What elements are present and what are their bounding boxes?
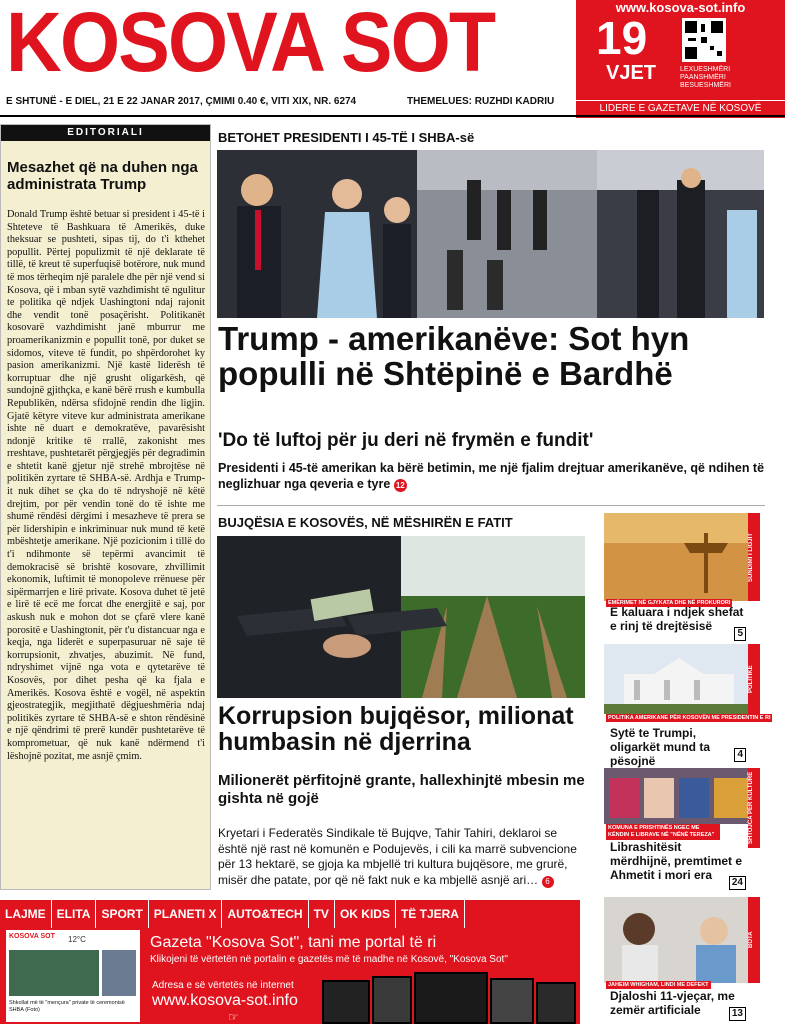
preview-photo	[9, 950, 99, 996]
badge-years: VJET	[606, 62, 657, 84]
teaser-card[interactable]	[604, 644, 771, 768]
lead-page-ref[interactable]: 12	[394, 479, 407, 492]
promo-url[interactable]: www.kosova-sot.info	[152, 992, 298, 1009]
phone-mockup	[536, 982, 576, 1024]
badge-leader: LIDERE E GAZETAVE NË KOSOVË	[576, 100, 785, 115]
newspaper-logo[interactable]: KOSOVA SOT	[6, 0, 495, 89]
portal-preview[interactable]	[6, 930, 140, 1022]
teaser-title[interactable]: E kaluara i ndjek shefat e rinj të drejtësisë	[610, 605, 744, 633]
lead-kicker: BETOHET PRESIDENTI I 45-TË I SHBA-së	[218, 130, 475, 145]
mini-logo: KOSOVA SOT	[9, 933, 55, 940]
nav-item-planeti-x[interactable]: PLANETI X	[149, 900, 223, 928]
editorial-title[interactable]: Mesazhet që na duhen nga administrata Trump	[7, 159, 198, 193]
founder-line: THEMELUES: RUZHDI KADRIU	[407, 96, 555, 107]
badge-number: 19	[596, 12, 648, 64]
preview-photo	[102, 950, 136, 996]
teaser-tag: KOMUNA E PRISHTINËS NGEC ME KËNDIN E LIBRAVE NË "NËNË TEREZA"	[606, 824, 720, 840]
dateline: E SHTUNË - E DIEL, 21 E 22 JANAR 2017, ÇMIMI 0.40 €, VITI XIX, NR. 6274	[6, 96, 357, 107]
second-dek: Milionerët përfitojnë grante, hallexhinjtë mbesin me gishta në gojë	[218, 772, 585, 807]
qr-code-icon[interactable]	[682, 18, 726, 62]
editorial-body: Donald Trump është betuar si president i 45-të i Shteteve të Bashkuara të Amerikës, duke theksuar se pushteti, sipas tij, do t'i kthehet popullit. Përtej populizmit të një deklarate të tillë, të kreut të superfuqisë botërore, nuk mund të mos tërheqim një paralele dhe për një vend si Kosova, që i mban sytë vazhdimisht të ngulitur te politika që ndjek Uashingtoni ndaj rajonit dhe vendit tonë posaçërisht. Politikanët kosovarë vazhdimisht janë mburrur me proamerikanizmin e popullit tonë, por duket se sidomos, viteve të fundit, po shpërdorohet ky pasion amerikanizmi. Një kastë liderësh të korruptuar dhe një grusht oligarkësh, që sundojnë gjithçka, e kanë bërë rrush e kumbulla Republikën, ndërsa sfidojnë rendin dhe ligjin. Gjatë këtyre viteve kur administrata amerikane ishte në duart e demokratëve, pavarësisht ndonjë kritike të rrallë, zakonisht mes rreshtave, pushtetarët përgjegjës për degradimin e shtetit kanë gjetur një strehë mbrojtëse në politikën zyrtare të SHBA-së. Ardhja e Trump-it nuk dihet se çka do të ndryshojë në këtë drejtim, por për vendin tonë do të ishte me shumë rëndësi dërgimi i mesazheve të prera se për lidershipin e inkriminuar nuk mund të ketë mbështetje amerikane. Një pozicionim i tillë do t'i ndihmonte së tepërmi avancimit të demokracisë së brishtë kosovare, zhvillimit ekonomik, luftimit të monopoleve rrënuese për sipërmarrjen e lirë private. Kosova duhet të jetë e lirë të ecë me forcat dhe energjitë e saj, por askush nuk e mohon dot se çfarë vlere kanë porositë e Uashingtonit, për t'u distancuar nga e keqja, nga liderët e superpasuruar në saje të korrupsionit, zhvatjes, abuzimit. Në fund, ndryshimet vijnë nga vota e qytetarëve të Kosovës, por dihet pesha që ka fjala e Amerikës. Kosova është e vogël, në aspektin gjeostrategjik, megjithatë dëgjueshmëria ndaj politikës zyrtare të SHBA-së e shton rëndësinë e një qëndrimi të prerë kundër pushtetarëve të komprometuar, që nuk kanë ndërmend t'i lëshojnë pozitat, me asnjë çmim.	[7, 209, 205, 762]
teaser-page-number[interactable]: 5	[734, 627, 746, 641]
lead-dek: Presidenti i 45-të amerikan ka bërë betimin, me një fjalim drejtuar amerikanëve, që ndihen të neglizhuar nga qeveria e tyre 12	[218, 461, 765, 491]
lead-quote: 'Do të luftoj për ju deri në frymën e fundit'	[218, 430, 594, 451]
teaser-page-number[interactable]: 13	[729, 1007, 746, 1021]
nav-item-sport[interactable]: SPORT	[96, 900, 148, 928]
promo-subtitle: Klikojeni të vërtetën në portalin e gazetës më të madhe në Kosovë, "Kosova Sot"	[150, 954, 508, 965]
teaser-section-label: SHTOJCA PËR KULTURË	[748, 768, 760, 848]
section-divider	[217, 505, 765, 506]
teaser-card[interactable]	[604, 513, 760, 641]
mini-caption: Shkollat më të "mençura" private të ceremonisë SHBA (Foto)	[9, 1000, 125, 1013]
teaser-image	[604, 768, 754, 824]
badge-tagline: LEXUESHMËRI PAANSHMËRI BESUESHMËRI	[680, 66, 731, 89]
teaser-page-number[interactable]: 4	[734, 748, 746, 762]
tablet-mockup	[322, 980, 370, 1024]
badge-url[interactable]: www.kosova-sot.info	[615, 0, 746, 15]
nav-item-ok-kids[interactable]: OK KIDS	[335, 900, 396, 928]
portal-nav	[0, 900, 580, 928]
second-page-ref[interactable]: 6	[542, 876, 554, 888]
teaser-tag: EMËRIMET NË GJYKATA DHE NË PROKURORI	[608, 600, 731, 606]
anniversary-badge	[576, 0, 785, 118]
second-body: Kryetari i Federatës Sindikale të Bujqve, Tahir Tahiri, deklaroi se është një rast në komunën e Podujevës, i cili ka marrë subvencione për 13 hektarë, se gjoja ka mbjellë tri kultura bujqësore, me grurë, misër dhe patate, por që në fakt nuk e ka mbjellë asnjë ari… 6	[218, 826, 577, 887]
teaser-title[interactable]: Librashitësit mërdhijnë, premtimet e Ahmetit i mori era	[610, 840, 743, 882]
nav-item-auto-tech[interactable]: AUTO&TECH	[222, 900, 308, 928]
portal-promo	[0, 928, 580, 1024]
lead-headline[interactable]: Trump - amerikanëve: Sot hyn populli në Shtëpinë e Bardhë	[218, 320, 690, 392]
teaser-section-label: SUNDIMI I LIGJIT	[748, 513, 760, 601]
teaser-card[interactable]	[604, 897, 760, 1021]
tablet-mockup	[490, 978, 534, 1024]
phone-mockup	[372, 976, 412, 1024]
agriculture-photo[interactable]	[217, 536, 585, 698]
teaser-section-label: POLITIKË	[748, 644, 760, 714]
teaser-tag: POLITIKA AMERIKANE PËR KOSOVËN ME PRESIDENTIN E RI	[608, 715, 771, 721]
promo-cta: Adresa e së vërtetës në internet	[152, 980, 294, 991]
promo-title: Gazeta "Kosova Sot", tani me portal të ri	[150, 934, 437, 951]
teaser-section-label: BOTA	[748, 897, 760, 983]
inauguration-photo[interactable]	[217, 150, 764, 318]
nav-item-lajme[interactable]: LAJME	[0, 900, 52, 928]
nav-item-tv[interactable]: TV	[309, 900, 335, 928]
laptop-mockup	[414, 972, 488, 1024]
masthead-rule	[0, 115, 785, 117]
mini-temperature: 12°C	[68, 935, 86, 944]
editorial-section-label: EDITORIALI	[1, 125, 210, 141]
cursor-icon: ☞	[228, 1010, 239, 1024]
teaser-card[interactable]	[604, 768, 760, 892]
masthead	[0, 0, 785, 120]
teaser-tag: JAHEIM WHIGHAM, LINDI ME DEFEKT	[608, 982, 709, 988]
nav-item-elita[interactable]: ELITA	[52, 900, 97, 928]
second-kicker: BUJQËSIA E KOSOVËS, NË MËSHIRËN E FATIT	[218, 515, 513, 530]
nav-item-te-tjera[interactable]: TË TJERA	[396, 900, 465, 928]
teaser-page-number[interactable]: 24	[729, 876, 746, 890]
teaser-title[interactable]: Sytë te Trumpi, oligarkët mund ta pësojnë	[610, 726, 711, 768]
second-headline[interactable]: Korrupsion bujqësor, milionat humbasin në djerrina	[218, 702, 574, 757]
device-mockups	[322, 972, 576, 1020]
teaser-title[interactable]: Djaloshi 11-vjeçar, me zemër artificiale	[610, 989, 735, 1017]
editorial-column	[0, 124, 211, 890]
teaser-image	[604, 513, 754, 601]
teaser-image	[604, 897, 754, 983]
teaser-image	[604, 644, 754, 714]
